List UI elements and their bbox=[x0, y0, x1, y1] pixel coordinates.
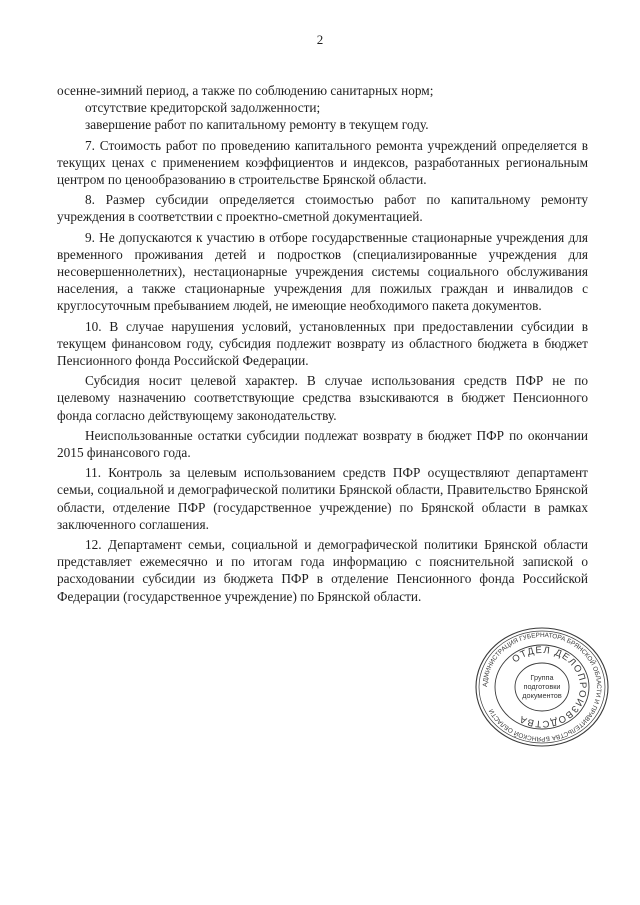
document-body bbox=[57, 82, 588, 605]
office-stamp bbox=[470, 625, 614, 749]
paragraph-9: 9. Не допускаются к участию в отборе государственные стационарные учреждения для временного проживания детей и подростков (специализированные учреждения для несовершеннолетних), нестационарные учреждения системы социального обслуживания населения, а также стационарные учреждения для пожилых граждан и инвалидов с круглосуточным пребыванием людей, не имеющие необходимого пакета документов. bbox=[57, 229, 588, 314]
stamp-outer-ring-path: АДМИНИСТРАЦИЯ ГУБЕРНАТОРА БРЯНСКОЙ ОБЛАСТИ И ПРАВИТЕЛЬСТВА БРЯНСКОЙ ОБЛАСТИ bbox=[481, 631, 603, 743]
paragraph-11: 11. Контроль за целевым использованием средств ПФР осуществляют департамент семьи, социальной и демографической политики Брянской области, Правительство Брянской области, отделение ПФР (государственное учреждение) по Брянской области в рамках заключенного соглашения. bbox=[57, 465, 588, 532]
paragraph-7: 7. Стоимость работ по проведению капитального ремонта учреждений определяется в текущих ценах с применением коэффициентов и индексов, разработанных региональным центром по ценообразованию в строительстве Брянской области. bbox=[57, 137, 588, 188]
stamp-center-line-3: документов bbox=[522, 691, 562, 701]
paragraph-continuation: осенне-зимний период, а также по соблюдению санитарных норм; bbox=[57, 83, 434, 98]
paragraph-unused-remainder: Неиспользованные остатки субсидии подлежат возврату в бюджет ПФР по окончании 2015 финансового года. bbox=[57, 427, 588, 461]
paragraph-12: 12. Департамент семьи, социальной и демографической политики Брянской области представляет ежемесячно и по итогам года информацию с пояснительной запиской о расходовании субсидии из бюджета ПФР в отделение Пенсионного фонда Российской Федерации (государственное учреждение) по Брянской области. bbox=[57, 537, 588, 604]
stamp-center-line-1: Группа bbox=[530, 673, 554, 682]
paragraph-requirement-completion: завершение работ по капитальному ремонту в текущем году. bbox=[85, 117, 429, 133]
paragraph-10: 10. В случае нарушения условий, установленных при предоставлении субсидии в текущем финансовом году, субсидия подлежит возврату из областного бюджета в бюджет Пенсионного фонда Российской Федерации. bbox=[57, 318, 588, 369]
stamp-middle-ring-path: ОТДЕЛ ДЕЛОПРОИЗВОДСТВА bbox=[510, 644, 589, 730]
paragraph-subsidy-purpose: Субсидия носит целевой характер. В случае использования средств ПФР не по целевому назначению соответствующие средства взыскиваются в бюджет Пенсионного фонда согласно действующему законодательству. bbox=[57, 373, 588, 423]
page-number: 2 bbox=[316, 32, 324, 47]
paragraph-requirement-no-debt: отсутствие кредиторской задолженности; bbox=[85, 100, 321, 116]
stamp-center-text bbox=[520, 673, 564, 701]
stamp-center-line-2: подготовки bbox=[523, 682, 561, 692]
paragraph-8: 8. Размер субсидии определяется стоимостью работ по капитальному ремонту учреждения в соответствии с проектно-сметной документацией. bbox=[57, 192, 588, 225]
